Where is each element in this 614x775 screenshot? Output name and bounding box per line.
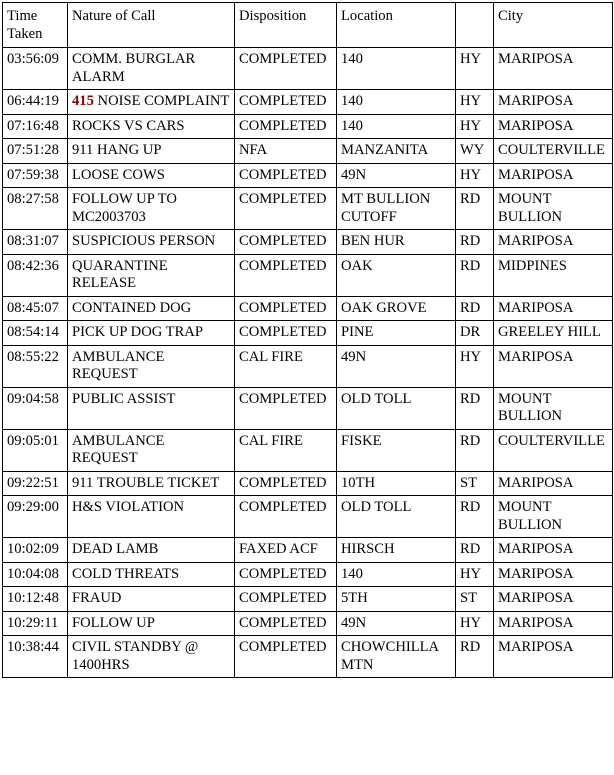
cell-nature-of-call: CONTAINED DOG	[68, 296, 235, 321]
cell-disposition: COMPLETED	[235, 471, 337, 496]
cell-city: COULTERVILLE	[494, 139, 613, 164]
cell-disposition: COMPLETED	[235, 48, 337, 90]
table-row	[3, 48, 613, 90]
cell-street-suffix: RD	[456, 254, 494, 296]
cell-disposition: COMPLETED	[235, 90, 337, 115]
cell-time: 07:59:38	[3, 163, 68, 188]
header-nature-of-call: Nature of Call	[68, 3, 235, 48]
cell-city: GREELEY HILL	[494, 321, 613, 346]
call-nature-text: NOISE COMPLAINT	[97, 93, 230, 109]
cell-street-suffix: RD	[456, 429, 494, 471]
cell-disposition: COMPLETED	[235, 230, 337, 255]
cell-city: MARIPOSA	[494, 163, 613, 188]
table-row	[3, 587, 613, 612]
cell-city: MOUNT BULLION	[494, 188, 613, 230]
cell-nature-of-call	[68, 90, 235, 115]
cell-nature-of-call: PICK UP DOG TRAP	[68, 321, 235, 346]
cell-disposition: COMPLETED	[235, 254, 337, 296]
cell-city: MARIPOSA	[494, 611, 613, 636]
table-row	[3, 611, 613, 636]
cell-nature-of-call: ROCKS VS CARS	[68, 114, 235, 139]
cell-time: 09:29:00	[3, 496, 68, 538]
cell-location: 140	[337, 48, 456, 90]
cell-street-suffix: RD	[456, 538, 494, 563]
cell-location: 140	[337, 90, 456, 115]
cell-street-suffix: RD	[456, 188, 494, 230]
cell-location: OAK GROVE	[337, 296, 456, 321]
cell-street-suffix: HY	[456, 48, 494, 90]
cell-nature-of-call: AMBULANCE REQUEST	[68, 345, 235, 387]
cell-location: CHOWCHILLA MTN	[337, 636, 456, 678]
cell-street-suffix: ST	[456, 471, 494, 496]
table-row	[3, 114, 613, 139]
cell-street-suffix: HY	[456, 562, 494, 587]
cell-time: 03:56:09	[3, 48, 68, 90]
cell-street-suffix: WY	[456, 139, 494, 164]
cell-time: 08:54:14	[3, 321, 68, 346]
header-street-suffix	[456, 3, 494, 48]
cell-city: MARIPOSA	[494, 538, 613, 563]
table-row	[3, 636, 613, 678]
cell-city: MARIPOSA	[494, 636, 613, 678]
cell-disposition: COMPLETED	[235, 296, 337, 321]
table-row	[3, 345, 613, 387]
cell-disposition: NFA	[235, 139, 337, 164]
cell-location: 49N	[337, 163, 456, 188]
cell-nature-of-call: COMM. BURGLAR ALARM	[68, 48, 235, 90]
cell-location: 49N	[337, 345, 456, 387]
cell-location: 10TH	[337, 471, 456, 496]
cell-nature-of-call: AMBULANCE REQUEST	[68, 429, 235, 471]
cell-disposition: COMPLETED	[235, 636, 337, 678]
table-row	[3, 471, 613, 496]
cell-time: 10:29:11	[3, 611, 68, 636]
table-row	[3, 139, 613, 164]
cell-city: MARIPOSA	[494, 345, 613, 387]
cell-city: MARIPOSA	[494, 471, 613, 496]
cell-time: 06:44:19	[3, 90, 68, 115]
cell-nature-of-call: PUBLIC ASSIST	[68, 387, 235, 429]
cell-disposition: CAL FIRE	[235, 429, 337, 471]
cell-location: OLD TOLL	[337, 387, 456, 429]
cell-time: 08:45:07	[3, 296, 68, 321]
cell-street-suffix: RD	[456, 496, 494, 538]
cell-time: 09:05:01	[3, 429, 68, 471]
cell-city: MARIPOSA	[494, 587, 613, 612]
cell-disposition: COMPLETED	[235, 611, 337, 636]
table-row	[3, 538, 613, 563]
cell-nature-of-call: DEAD LAMB	[68, 538, 235, 563]
table-row	[3, 163, 613, 188]
table-row	[3, 230, 613, 255]
cell-nature-of-call: 911 HANG UP	[68, 139, 235, 164]
cell-nature-of-call: FOLLOW UP	[68, 611, 235, 636]
cell-city: MARIPOSA	[494, 90, 613, 115]
cell-disposition: COMPLETED	[235, 496, 337, 538]
header-disposition: Disposition	[235, 3, 337, 48]
cell-street-suffix: HY	[456, 90, 494, 115]
cell-city: MARIPOSA	[494, 48, 613, 90]
cell-city: MARIPOSA	[494, 114, 613, 139]
cell-street-suffix: ST	[456, 587, 494, 612]
cell-nature-of-call: CIVIL STANDBY @ 1400HRS	[68, 636, 235, 678]
cell-time: 08:31:07	[3, 230, 68, 255]
call-log-body	[3, 48, 613, 678]
cell-city: MIDPINES	[494, 254, 613, 296]
table-row	[3, 90, 613, 115]
cell-location: BEN HUR	[337, 230, 456, 255]
cell-nature-of-call: 911 TROUBLE TICKET	[68, 471, 235, 496]
cell-location: 140	[337, 562, 456, 587]
cell-disposition: COMPLETED	[235, 321, 337, 346]
cell-time: 09:22:51	[3, 471, 68, 496]
cell-disposition: CAL FIRE	[235, 345, 337, 387]
cell-time: 10:02:09	[3, 538, 68, 563]
cell-time: 09:04:58	[3, 387, 68, 429]
cell-nature-of-call: FRAUD	[68, 587, 235, 612]
cell-disposition: COMPLETED	[235, 114, 337, 139]
cell-disposition: COMPLETED	[235, 587, 337, 612]
header-city: City	[494, 3, 613, 48]
cell-location: 49N	[337, 611, 456, 636]
table-row	[3, 296, 613, 321]
table-row	[3, 254, 613, 296]
cell-disposition: COMPLETED	[235, 562, 337, 587]
cell-street-suffix: HY	[456, 163, 494, 188]
cell-street-suffix: RD	[456, 230, 494, 255]
cell-time: 08:27:58	[3, 188, 68, 230]
cell-nature-of-call: QUARANTINE RELEASE	[68, 254, 235, 296]
cell-nature-of-call: FOLLOW UP TO MC2003703	[68, 188, 235, 230]
cell-location: MT BULLION CUTOFF	[337, 188, 456, 230]
cell-location: HIRSCH	[337, 538, 456, 563]
table-row	[3, 429, 613, 471]
cell-city: MOUNT BULLION	[494, 387, 613, 429]
table-row	[3, 562, 613, 587]
cell-street-suffix: HY	[456, 611, 494, 636]
call-code: 415	[72, 93, 94, 109]
cell-city: COULTERVILLE	[494, 429, 613, 471]
cell-location: MANZANITA	[337, 139, 456, 164]
cell-time: 10:12:48	[3, 587, 68, 612]
call-log-table	[2, 2, 613, 678]
header-location: Location	[337, 3, 456, 48]
cell-time: 07:51:28	[3, 139, 68, 164]
header-row	[3, 3, 613, 48]
cell-time: 10:04:08	[3, 562, 68, 587]
cell-nature-of-call: SUSPICIOUS PERSON	[68, 230, 235, 255]
cell-street-suffix: RD	[456, 296, 494, 321]
cell-street-suffix: HY	[456, 114, 494, 139]
cell-time: 07:16:48	[3, 114, 68, 139]
cell-disposition: COMPLETED	[235, 163, 337, 188]
cell-disposition: FAXED ACF	[235, 538, 337, 563]
cell-street-suffix: RD	[456, 387, 494, 429]
cell-location: PINE	[337, 321, 456, 346]
cell-location: OAK	[337, 254, 456, 296]
cell-time: 08:42:36	[3, 254, 68, 296]
header-time-taken: Time Taken	[3, 3, 68, 48]
cell-city: MOUNT BULLION	[494, 496, 613, 538]
table-row	[3, 387, 613, 429]
cell-city: MARIPOSA	[494, 562, 613, 587]
cell-location: 140	[337, 114, 456, 139]
table-row	[3, 321, 613, 346]
cell-time: 08:55:22	[3, 345, 68, 387]
cell-street-suffix: RD	[456, 636, 494, 678]
cell-disposition: COMPLETED	[235, 387, 337, 429]
table-row	[3, 496, 613, 538]
cell-nature-of-call: H&S VIOLATION	[68, 496, 235, 538]
cell-location: OLD TOLL	[337, 496, 456, 538]
cell-street-suffix: DR	[456, 321, 494, 346]
cell-nature-of-call: COLD THREATS	[68, 562, 235, 587]
cell-location: FISKE	[337, 429, 456, 471]
cell-city: MARIPOSA	[494, 230, 613, 255]
table-row	[3, 188, 613, 230]
cell-city: MARIPOSA	[494, 296, 613, 321]
cell-nature-of-call: LOOSE COWS	[68, 163, 235, 188]
cell-location: 5TH	[337, 587, 456, 612]
cell-street-suffix: HY	[456, 345, 494, 387]
cell-disposition: COMPLETED	[235, 188, 337, 230]
cell-time: 10:38:44	[3, 636, 68, 678]
